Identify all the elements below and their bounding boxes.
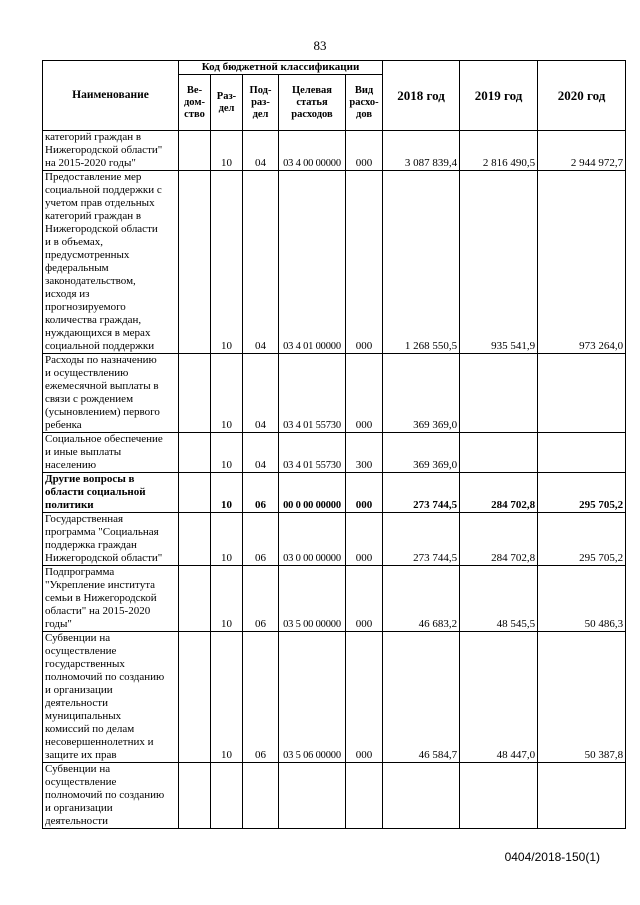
header-vedomstvo bbox=[179, 75, 211, 131]
cell-podrazdel bbox=[243, 763, 279, 829]
cell-name-line: законодательством, bbox=[45, 275, 136, 287]
cell-2020 bbox=[538, 763, 626, 829]
cell-2019: 48 447,0 bbox=[460, 632, 538, 763]
cell-expense-type: 000 bbox=[346, 566, 383, 632]
page-number: 83 bbox=[313, 38, 327, 53]
cell-2018: 46 683,2 bbox=[383, 566, 460, 632]
cell-name-line: Нижегородской области" bbox=[45, 552, 163, 564]
cell-2018: 46 584,7 bbox=[383, 632, 460, 763]
header-podrazdel-line: дел bbox=[252, 108, 269, 120]
cell-name-line: Государственная bbox=[45, 513, 124, 525]
header-vid bbox=[346, 75, 383, 131]
cell-name-line: защите их прав bbox=[45, 749, 117, 761]
cell-name-line: категорий граждан в bbox=[45, 131, 142, 143]
cell-razdel: 10 bbox=[211, 513, 243, 566]
cell-name-line: несовершеннолетних и bbox=[45, 736, 154, 748]
cell-name-line: политики bbox=[45, 499, 94, 511]
header-podrazdel-line: Под- bbox=[249, 84, 272, 96]
cell-vedomstvo bbox=[179, 131, 211, 171]
cell-podrazdel: 04 bbox=[243, 131, 279, 171]
cell-2019 bbox=[460, 763, 538, 829]
cell-vedomstvo bbox=[179, 433, 211, 473]
cell-2019: 284 702,8 bbox=[460, 473, 538, 513]
header-2020: 2020 год bbox=[538, 61, 626, 131]
cell-razdel: 10 bbox=[211, 566, 243, 632]
table-body bbox=[43, 131, 626, 829]
cell-podrazdel: 04 bbox=[243, 433, 279, 473]
cell-podrazdel: 06 bbox=[243, 473, 279, 513]
cell-2019: 284 702,8 bbox=[460, 513, 538, 566]
cell-razdel: 10 bbox=[211, 632, 243, 763]
cell-name bbox=[43, 763, 179, 829]
cell-name-line: на 2015-2020 годы" bbox=[45, 157, 136, 169]
cell-expense-type: 000 bbox=[346, 513, 383, 566]
cell-name-line: осуществление bbox=[45, 776, 117, 788]
cell-name-line: Другие вопросы в bbox=[45, 473, 135, 485]
cell-name-line: комиссий по делам bbox=[45, 723, 135, 735]
cell-name-line: ежемесячной выплаты в bbox=[45, 380, 159, 392]
header-code-group: Код бюджетной классификации bbox=[179, 61, 383, 75]
table-row bbox=[43, 171, 626, 354]
cell-name-line: полномочий по созданию bbox=[45, 671, 165, 683]
cell-podrazdel: 06 bbox=[243, 632, 279, 763]
cell-target-article: 03 4 00 00000 bbox=[279, 131, 346, 171]
cell-name-line: и в объемах, bbox=[45, 236, 103, 248]
table-row bbox=[43, 473, 626, 513]
cell-name bbox=[43, 632, 179, 763]
cell-name-line: годы" bbox=[45, 618, 72, 630]
cell-target-article: 00 0 00 00000 bbox=[279, 473, 346, 513]
cell-name-line: исходя из bbox=[45, 288, 90, 300]
header-razdel-line: дел bbox=[218, 102, 235, 114]
cell-name-line: Субвенции на bbox=[45, 763, 111, 775]
budget-table bbox=[42, 60, 626, 829]
cell-name-line: учетом прав отдельных bbox=[45, 197, 155, 209]
cell-2020: 50 387,8 bbox=[538, 632, 626, 763]
cell-2019: 48 545,5 bbox=[460, 566, 538, 632]
cell-target-article: 03 4 01 00000 bbox=[279, 171, 346, 354]
cell-expense-type: 300 bbox=[346, 433, 383, 473]
cell-expense-type bbox=[346, 763, 383, 829]
cell-name-line: полномочий по созданию bbox=[45, 789, 165, 801]
cell-name-line: области социальной bbox=[45, 486, 146, 498]
cell-2020: 50 486,3 bbox=[538, 566, 626, 632]
header-celevaya bbox=[279, 75, 346, 131]
cell-2019: 935 541,9 bbox=[460, 171, 538, 354]
cell-name-line: (усыновлением) первого bbox=[45, 406, 160, 418]
cell-name-line: социальной поддержки с bbox=[45, 184, 162, 196]
cell-razdel: 10 bbox=[211, 473, 243, 513]
cell-name-line: и организации bbox=[45, 684, 113, 696]
cell-vedomstvo bbox=[179, 473, 211, 513]
header-celevaya-line: расходов bbox=[291, 108, 333, 120]
cell-name-line: Нижегородской области bbox=[45, 223, 158, 235]
cell-2019: 2 816 490,5 bbox=[460, 131, 538, 171]
cell-name-line: муниципальных bbox=[45, 710, 122, 722]
cell-name-line: связи с рождением bbox=[45, 393, 134, 405]
cell-name-line: Предоставление мер bbox=[45, 171, 142, 183]
header-podrazdel bbox=[243, 75, 279, 131]
cell-2020: 295 705,2 bbox=[538, 473, 626, 513]
cell-name-line: программа "Социальная bbox=[45, 526, 159, 538]
cell-2019 bbox=[460, 433, 538, 473]
cell-name-line: нуждающихся в мерах bbox=[45, 327, 151, 339]
cell-2020: 295 705,2 bbox=[538, 513, 626, 566]
cell-vedomstvo bbox=[179, 763, 211, 829]
cell-expense-type: 000 bbox=[346, 131, 383, 171]
cell-2018: 369 369,0 bbox=[383, 354, 460, 433]
cell-target-article: 03 5 00 00000 bbox=[279, 566, 346, 632]
cell-name-line: Субвенции на bbox=[45, 632, 111, 644]
cell-name-line: Социальное обеспечение bbox=[45, 433, 163, 445]
cell-name-line: области" на 2015-2020 bbox=[45, 605, 151, 617]
cell-name-line: прогнозируемого bbox=[45, 301, 126, 313]
cell-razdel: 10 bbox=[211, 171, 243, 354]
header-vedomstvo-line: дом- bbox=[183, 96, 205, 108]
table-row bbox=[43, 354, 626, 433]
cell-name-line: и осуществлению bbox=[45, 367, 129, 379]
cell-name-line: количества граждан, bbox=[45, 314, 142, 326]
cell-target-article: 03 0 00 00000 bbox=[279, 513, 346, 566]
cell-2020 bbox=[538, 433, 626, 473]
cell-target-article bbox=[279, 763, 346, 829]
cell-name-line: "Укрепление института bbox=[45, 579, 156, 591]
document-code: 0404/2018-150(1) bbox=[504, 850, 600, 864]
cell-name-line: населению bbox=[45, 459, 97, 471]
cell-name-line: семьи в Нижегородской bbox=[45, 592, 157, 604]
table-row bbox=[43, 513, 626, 566]
cell-podrazdel: 04 bbox=[243, 171, 279, 354]
cell-2018: 3 087 839,4 bbox=[383, 131, 460, 171]
header-2018: 2018 год bbox=[383, 61, 460, 131]
cell-name-line: и иные выплаты bbox=[45, 446, 122, 458]
header-vedomstvo-line: ство bbox=[184, 108, 205, 120]
cell-razdel: 10 bbox=[211, 433, 243, 473]
cell-vedomstvo bbox=[179, 171, 211, 354]
header-name: Наименование bbox=[43, 61, 179, 131]
cell-target-article: 03 4 01 55730 bbox=[279, 433, 346, 473]
header-vid-line: Вид bbox=[354, 84, 374, 96]
cell-name-line: и организации bbox=[45, 802, 113, 814]
header-razdel bbox=[211, 75, 243, 131]
cell-expense-type: 000 bbox=[346, 171, 383, 354]
cell-2018: 1 268 550,5 bbox=[383, 171, 460, 354]
cell-2018: 369 369,0 bbox=[383, 433, 460, 473]
cell-name bbox=[43, 354, 179, 433]
cell-name-line: ребенка bbox=[45, 419, 82, 431]
cell-2020: 973 264,0 bbox=[538, 171, 626, 354]
cell-expense-type: 000 bbox=[346, 632, 383, 763]
cell-2020 bbox=[538, 354, 626, 433]
cell-razdel: 10 bbox=[211, 131, 243, 171]
cell-vedomstvo bbox=[179, 513, 211, 566]
header-celevaya-line: Целевая bbox=[292, 84, 332, 96]
table-row bbox=[43, 566, 626, 632]
cell-name-line: федеральным bbox=[45, 262, 109, 274]
cell-podrazdel: 06 bbox=[243, 566, 279, 632]
cell-vedomstvo bbox=[179, 354, 211, 433]
table-row bbox=[43, 433, 626, 473]
cell-name bbox=[43, 171, 179, 354]
table-row bbox=[43, 632, 626, 763]
cell-vedomstvo bbox=[179, 566, 211, 632]
header-vid-line: дов bbox=[356, 108, 373, 120]
cell-2018: 273 744,5 bbox=[383, 473, 460, 513]
header-vid-line: расхо- bbox=[349, 96, 379, 108]
cell-target-article: 03 5 06 00000 bbox=[279, 632, 346, 763]
cell-name-line: деятельности bbox=[45, 815, 108, 827]
cell-name bbox=[43, 473, 179, 513]
cell-podrazdel: 06 bbox=[243, 513, 279, 566]
table-row bbox=[43, 131, 626, 171]
cell-expense-type: 000 bbox=[346, 473, 383, 513]
cell-name bbox=[43, 566, 179, 632]
cell-name bbox=[43, 433, 179, 473]
cell-expense-type: 000 bbox=[346, 354, 383, 433]
cell-podrazdel: 04 bbox=[243, 354, 279, 433]
cell-2020: 2 944 972,7 bbox=[538, 131, 626, 171]
cell-name-line: деятельности bbox=[45, 697, 108, 709]
header-podrazdel-line: раз- bbox=[251, 96, 270, 108]
cell-name bbox=[43, 513, 179, 566]
header-razdel-line: Раз- bbox=[216, 90, 237, 102]
cell-name-line: Расходы по назначению bbox=[45, 354, 157, 366]
cell-name bbox=[43, 131, 179, 171]
cell-name-line: Подпрограмма bbox=[45, 566, 115, 578]
cell-name-line: категорий граждан в bbox=[45, 210, 142, 222]
cell-name-line: Нижегородской области" bbox=[45, 144, 163, 156]
cell-name-line: социальной поддержки bbox=[45, 340, 155, 352]
cell-name-line: поддержка граждан bbox=[45, 539, 137, 551]
cell-2018 bbox=[383, 763, 460, 829]
cell-razdel: 10 bbox=[211, 354, 243, 433]
table-row bbox=[43, 763, 626, 829]
header-vedomstvo-line: Ве- bbox=[186, 84, 203, 96]
cell-name-line: осуществление bbox=[45, 645, 117, 657]
cell-target-article: 03 4 01 55730 bbox=[279, 354, 346, 433]
header-celevaya-line: статья bbox=[296, 96, 328, 108]
cell-vedomstvo bbox=[179, 632, 211, 763]
cell-2019 bbox=[460, 354, 538, 433]
cell-name-line: предусмотренных bbox=[45, 249, 130, 261]
header-2019: 2019 год bbox=[460, 61, 538, 131]
cell-name-line: государственных bbox=[45, 658, 125, 670]
cell-razdel bbox=[211, 763, 243, 829]
cell-2018: 273 744,5 bbox=[383, 513, 460, 566]
